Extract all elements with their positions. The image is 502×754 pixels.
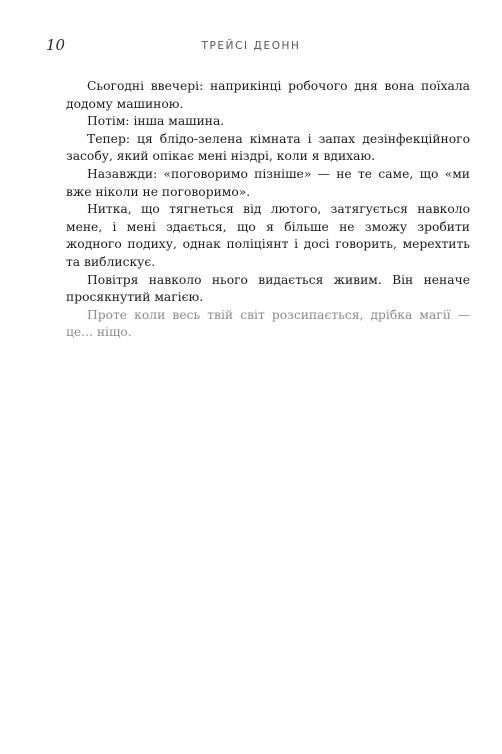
paragraph-air: Повітря навколо нього видається живим. Він неначе просякнутий магією.: [66, 272, 470, 305]
page-number: 10: [46, 36, 66, 54]
paragraph-thread: Нитка, що тягнеться від лютого, затягується навколо мене, і мені здається, що я більше не зможу зробити жодного подиху, однак поліціянт і досі говорить, мерехтить та виблискує.: [66, 202, 470, 269]
paragraph-now: Тепер: ця блідо-зелена кімната і запах дезінфекційного засобу, який опікає мені ніздрі, коли я вдихаю.: [66, 131, 470, 164]
paragraph-magic: Проте коли весь твій світ розсипається, дрібка магії — це... ніщо.: [66, 307, 470, 340]
paragraph-tonight: Сьогодні ввечері: наприкінці робочого дня вона поїхала додому машиною.: [66, 79, 470, 111]
paragraph-forever: Назавжди: «поговоримо пізніше» — не те саме, що «ми вже ніколи не поговоримо».: [66, 166, 470, 199]
body-text: [66, 78, 470, 342]
running-head-author: ТРЕЙСІ ДЕОНН: [201, 40, 301, 52]
paragraph-then: Потім: інша машина.: [87, 114, 225, 129]
